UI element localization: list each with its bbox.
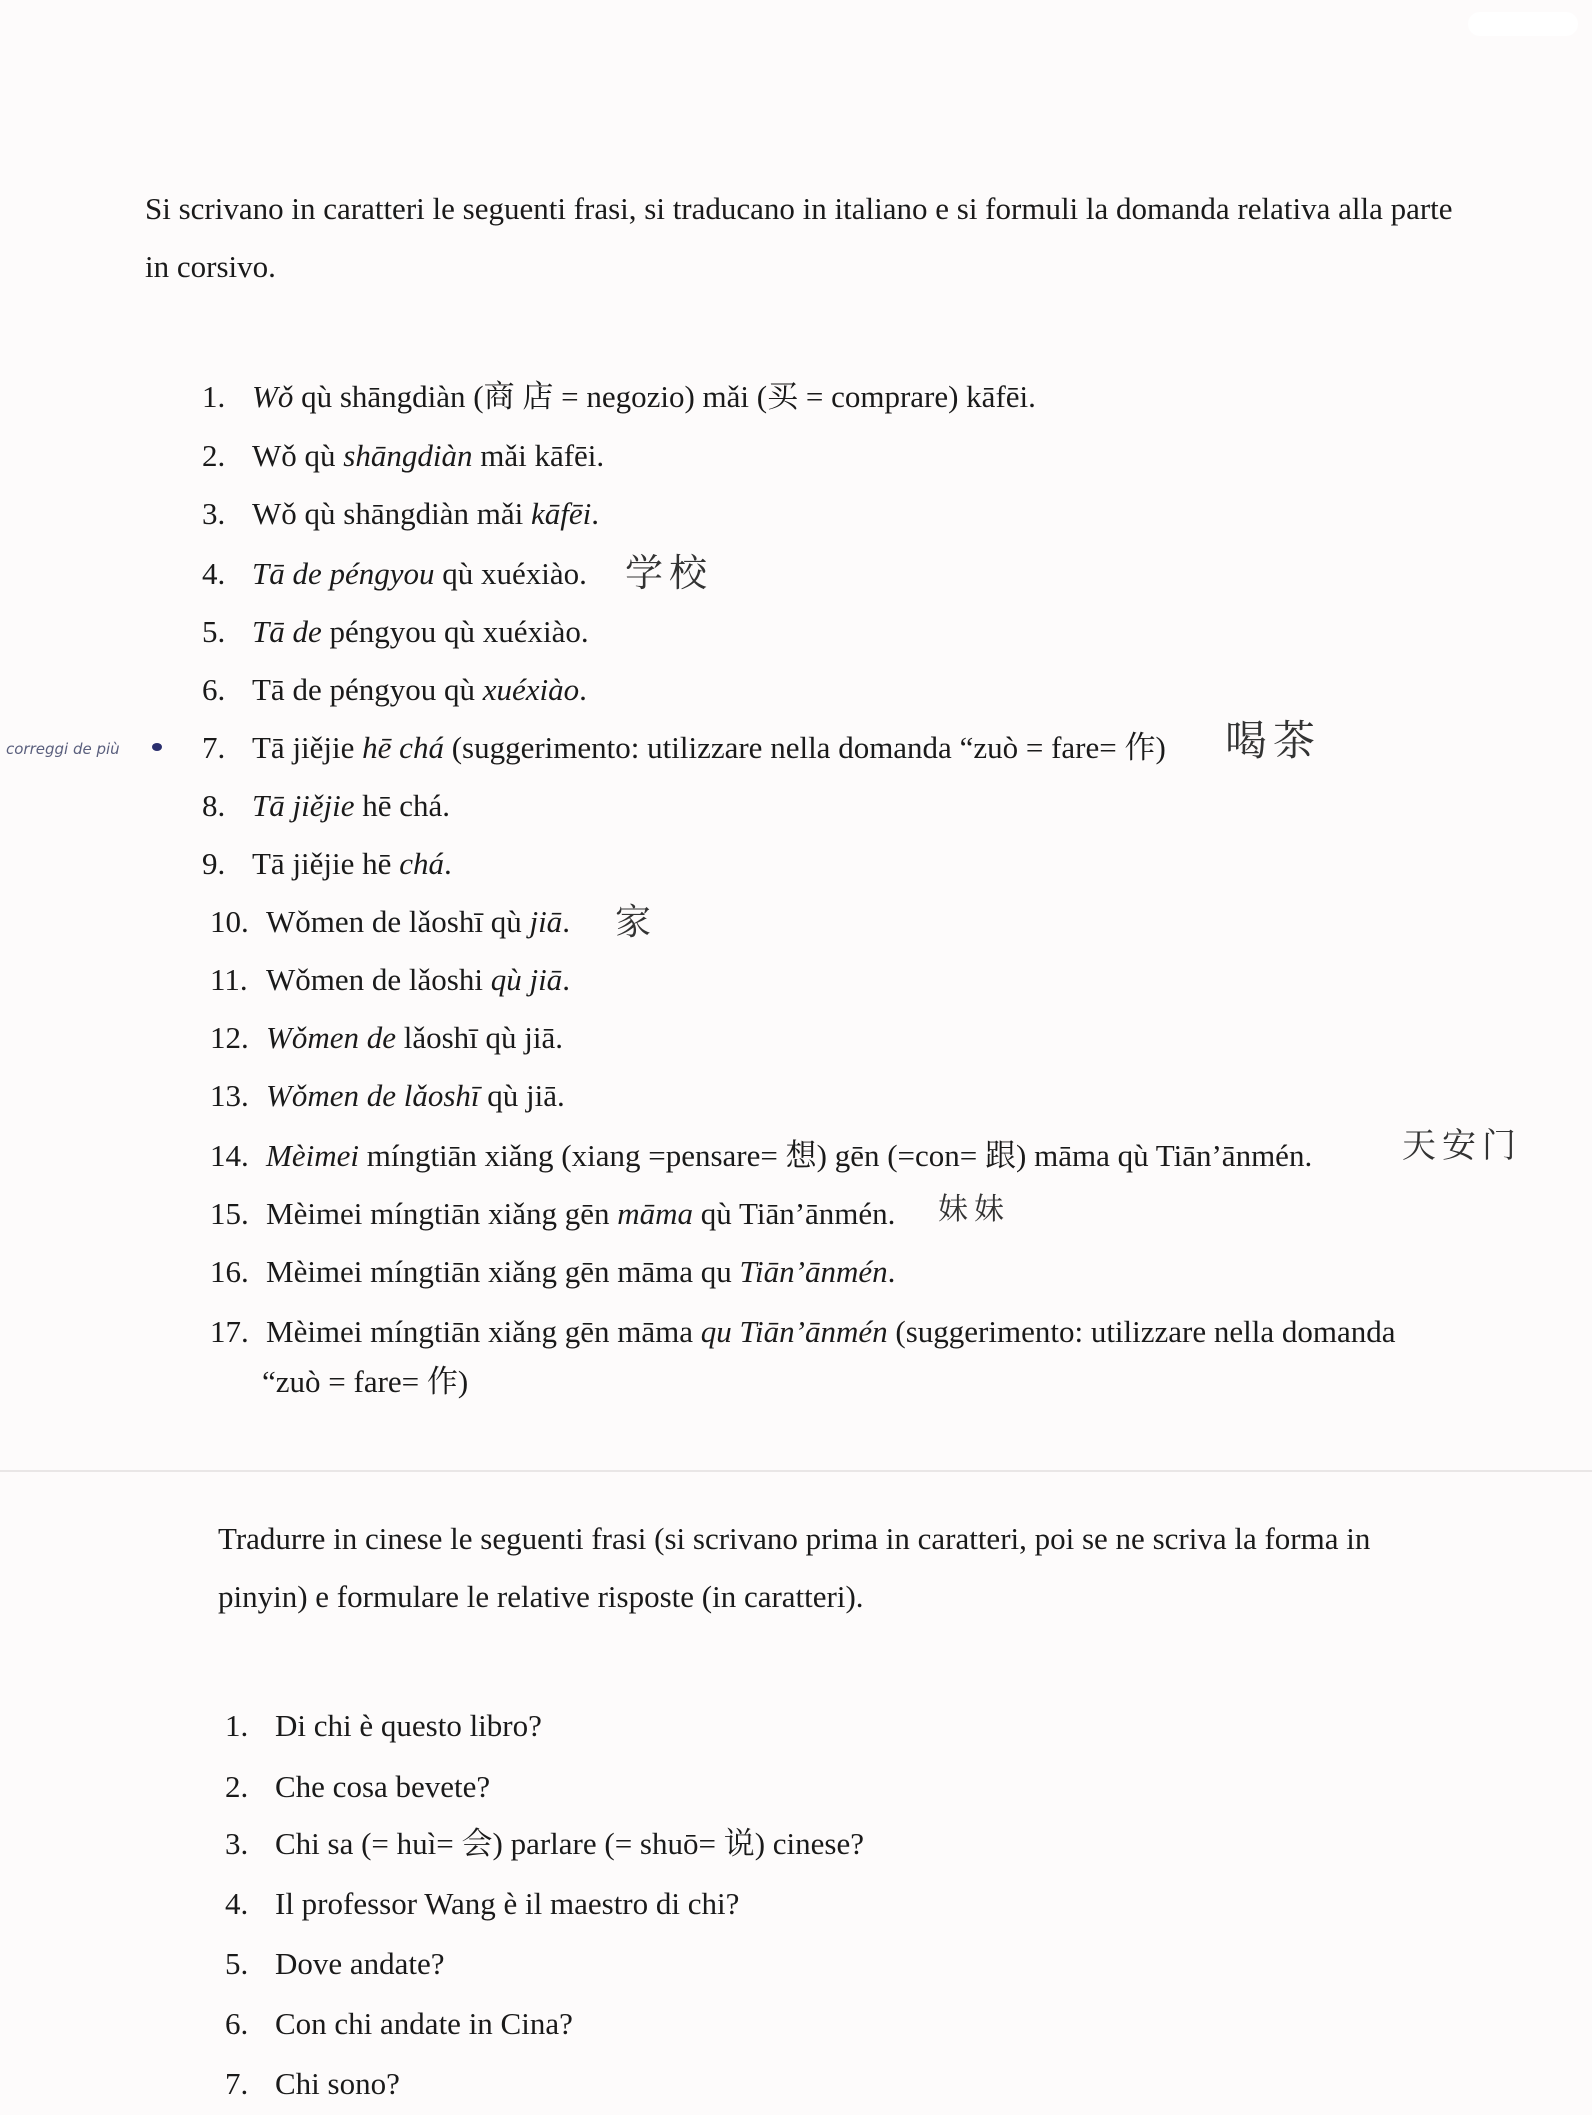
- section2-item: [225, 1767, 490, 1807]
- text-segment: .: [443, 846, 452, 881]
- text-segment: .: [887, 1254, 896, 1289]
- item-number: 12.: [210, 1020, 249, 1055]
- section1-item: [210, 960, 570, 1000]
- text-segment: Wǒmen de lǎoshī qù: [266, 904, 530, 939]
- italic-segment: Tā de péngyou: [252, 556, 435, 591]
- text-segment: qù jiā.: [479, 1078, 565, 1113]
- item-number: 3.: [225, 1826, 249, 1861]
- text-segment: hē chá.: [354, 788, 450, 823]
- text-segment: (suggerimento: utilizzare nella domanda “zuò = fare= 作): [443, 730, 1166, 765]
- section1-item: [210, 1076, 565, 1116]
- text-segment: Wǒ qù: [252, 438, 344, 473]
- text-segment: .: [579, 672, 587, 707]
- italic-segment: qu Tiān’ānmén: [700, 1314, 888, 1349]
- section1-item: [202, 844, 452, 884]
- question-text: Chi sono?: [275, 2066, 400, 2101]
- item-number: 9.: [202, 846, 226, 881]
- item-number: 3.: [202, 496, 226, 531]
- section1-item: [202, 377, 1036, 417]
- section1-item: [202, 670, 587, 710]
- section1-item: [210, 1194, 895, 1234]
- section1-item: [202, 612, 589, 652]
- text-segment: qù shāngdiàn (商 店 = negozio) mǎi (买 = comprare) kāfēi.: [293, 379, 1036, 414]
- handwritten-item10: 家: [615, 902, 658, 943]
- handwritten-margin-note: correggi de più: [6, 740, 120, 758]
- text-segment: Tā jiějie hē: [252, 846, 400, 881]
- text-segment: Mèimei míngtiān xiǎng gēn māma qu: [266, 1254, 740, 1289]
- item-number: 5.: [202, 614, 226, 649]
- scan-mark: [1468, 12, 1578, 36]
- section1-item: [210, 1252, 895, 1292]
- section1-instruction: Si scrivano in caratteri le seguenti frasi, si traducano in italiano e si formuli la domanda relativa alla parte in corsivo.: [145, 191, 1453, 284]
- item-number: 6.: [225, 2006, 249, 2041]
- item-number: 1.: [202, 379, 226, 414]
- item17-continuation: “zuò = fare= 作): [262, 1364, 469, 1399]
- text-segment: Mèimei míngtiān xiǎng gēn māma: [266, 1314, 701, 1349]
- text-segment: Mèimei míngtiān xiǎng gēn: [266, 1196, 618, 1231]
- section2-item: [225, 1824, 864, 1864]
- item-number: 7.: [202, 730, 226, 765]
- section2-item: [225, 2064, 400, 2104]
- section2-instruction: Tradurre in cinese le seguenti frasi (si scrivano prima in caratteri, poi se ne scriva la forma in pinyin) e formulare le relative risposte (in caratteri).: [218, 1521, 1371, 1614]
- item-number: 11.: [210, 962, 248, 997]
- italic-segment: Tā de: [252, 614, 322, 649]
- item-number: 13.: [210, 1078, 249, 1113]
- item-number: 7.: [225, 2066, 249, 2101]
- text-segment: qù Tiān’ānmén.: [693, 1196, 896, 1231]
- italic-segment: Tiān’ānmén: [739, 1254, 888, 1289]
- section1-item: [210, 902, 570, 942]
- italic-segment: Wǒmen de lǎoshī: [266, 1078, 480, 1113]
- question-text: Chi sa (= huì= 会) parlare (= shuō= 说) cinese?: [275, 1826, 865, 1861]
- item-number: 2.: [225, 1769, 249, 1804]
- italic-segment: qù jiā: [490, 962, 563, 997]
- section2-item: [225, 2004, 573, 2044]
- italic-segment: Tā jiějie: [252, 788, 355, 823]
- item-number: 4.: [202, 556, 226, 591]
- text-segment: .: [562, 904, 570, 939]
- section1-item: [210, 1312, 1396, 1352]
- section1-item: [210, 1018, 563, 1058]
- italic-segment: kāfēi: [530, 496, 592, 531]
- section2-item: [225, 1944, 445, 1984]
- item-number: 6.: [202, 672, 226, 707]
- question-text: Che cosa bevete?: [275, 1769, 491, 1804]
- italic-segment: jiā: [529, 904, 563, 939]
- item-number: 1.: [225, 1708, 249, 1743]
- item-number: 5.: [225, 1946, 249, 1981]
- italic-segment: shāngdiàn: [343, 438, 473, 473]
- item-number: 16.: [210, 1254, 249, 1289]
- section2-item: [225, 1706, 542, 1746]
- italic-segment: hē chá: [362, 730, 444, 765]
- handwritten-item7: 喝茶: [1225, 716, 1322, 765]
- handwritten-item4: 学校: [625, 551, 714, 595]
- question-text: Di chi è questo libro?: [275, 1708, 542, 1743]
- item-number: 10.: [210, 904, 249, 939]
- text-segment: Wǒ qù shāngdiàn mǎi: [252, 496, 531, 531]
- section1-item: [202, 554, 587, 594]
- text-segment: (suggerimento: utilizzare nella domanda: [887, 1314, 1396, 1349]
- section1-item: [202, 494, 599, 534]
- italic-segment: xuéxiào: [482, 672, 580, 707]
- item-number: 2.: [202, 438, 226, 473]
- text-segment: míngtiān xiǎng (xiang =pensare= 想) gēn (=con= 跟) māma qù Tiān’ānmén.: [358, 1138, 1313, 1173]
- italic-segment: chá: [399, 846, 444, 881]
- section1-item: [202, 436, 604, 476]
- section1-item: [202, 728, 1166, 768]
- margin-dot: [152, 743, 162, 751]
- text-segment: Wǒmen de lǎoshi: [266, 962, 491, 997]
- question-text: Con chi andate in Cina?: [275, 2006, 573, 2041]
- section1-item: [202, 786, 450, 826]
- question-text: Il professor Wang è il maestro di chi?: [275, 1886, 740, 1921]
- item-number: 17.: [210, 1314, 249, 1349]
- text-segment: lǎoshī qù jiā.: [395, 1020, 564, 1055]
- question-text: Dove andate?: [275, 1946, 445, 1981]
- handwritten-item15: 妹妹: [938, 1192, 1010, 1227]
- italic-segment: māma: [617, 1196, 694, 1231]
- paper-fold-line: [0, 1470, 1592, 1472]
- section2-item: [225, 1884, 739, 1924]
- text-segment: .: [591, 496, 599, 531]
- text-segment: .: [562, 962, 570, 997]
- text-segment: Tā de péngyou qù: [252, 672, 483, 707]
- text-segment: péngyou qù xuéxiào.: [321, 614, 589, 649]
- item-number: 8.: [202, 788, 226, 823]
- italic-segment: Wǒmen de: [266, 1020, 396, 1055]
- italic-segment: Wǒ: [252, 379, 294, 414]
- item-number: 4.: [225, 1886, 249, 1921]
- handwritten-item14: 天安门: [1402, 1126, 1522, 1166]
- item-number: 14.: [210, 1138, 249, 1173]
- text-segment: mǎi kāfēi.: [472, 438, 605, 473]
- section1-item: [210, 1136, 1312, 1176]
- italic-segment: Mèimei: [266, 1138, 359, 1173]
- text-segment: Tā jiějie: [252, 730, 363, 765]
- text-segment: qù xuéxiào.: [434, 556, 587, 591]
- item-number: 15.: [210, 1196, 249, 1231]
